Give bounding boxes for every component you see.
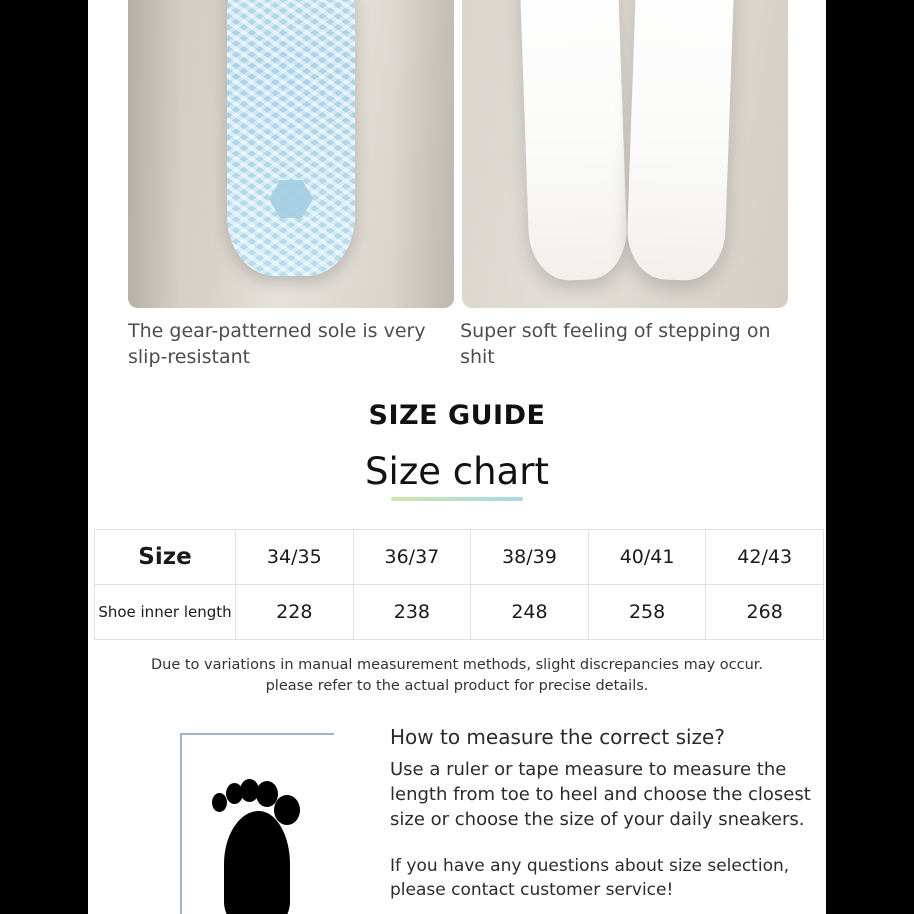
footprint-icon bbox=[208, 773, 304, 914]
measurement-disclaimer bbox=[88, 655, 826, 697]
product-detail-sheet bbox=[88, 0, 826, 914]
how-to-measure-text bbox=[390, 725, 820, 902]
how-to-measure-section bbox=[88, 725, 826, 914]
table-cell-size-3: 38/39 bbox=[471, 530, 589, 585]
table-cell-size-1: 34/35 bbox=[236, 530, 354, 585]
footprint-toe-4 bbox=[226, 783, 243, 804]
table-header-size: Size bbox=[95, 530, 236, 585]
customer-service-note: If you have any questions about size selection, please contact customer service! bbox=[390, 856, 790, 900]
footprint-toe-1 bbox=[274, 795, 300, 825]
size-chart-heading bbox=[365, 450, 549, 501]
insole-right-shape bbox=[626, 0, 737, 282]
table-cell-length-1: 228 bbox=[236, 585, 354, 640]
insole-left-shape bbox=[518, 0, 629, 282]
table-row-size bbox=[95, 530, 824, 585]
size-chart-heading-wrap bbox=[88, 450, 826, 501]
table-cell-size-4: 40/41 bbox=[588, 530, 706, 585]
size-table bbox=[94, 529, 824, 640]
photo-row bbox=[128, 0, 788, 308]
photo-white-insoles bbox=[462, 0, 788, 308]
caption-insole: Super soft feeling of stepping on shit bbox=[460, 320, 771, 368]
table-header-inner-length: Shoe inner length bbox=[95, 585, 236, 640]
table-cell-length-3: 248 bbox=[471, 585, 589, 640]
photo-shadow-right bbox=[390, 0, 454, 308]
table-cell-size-5: 42/43 bbox=[706, 530, 824, 585]
disclaimer-line-2: please refer to the actual product for precise details. bbox=[265, 678, 649, 694]
disclaimer-line-1: Due to variations in manual measurement methods, slight discrepancies may occur. bbox=[150, 657, 764, 673]
size-guide-heading: SIZE GUIDE bbox=[368, 400, 546, 431]
table-cell-length-4: 258 bbox=[588, 585, 706, 640]
blue-sole-shape bbox=[227, 0, 355, 276]
size-chart-underline bbox=[391, 497, 523, 501]
footprint-toe-5 bbox=[212, 793, 227, 812]
table-cell-size-2: 36/37 bbox=[353, 530, 471, 585]
photo-blue-gear-patterned-sole bbox=[128, 0, 454, 308]
caption-row bbox=[128, 318, 808, 370]
table-cell-length-5: 268 bbox=[706, 585, 824, 640]
table-cell-length-2: 238 bbox=[353, 585, 471, 640]
how-to-measure-title: How to measure the correct size? bbox=[390, 725, 725, 749]
table-row-inner-length bbox=[95, 585, 824, 640]
footprint-sole-shape bbox=[224, 811, 290, 914]
how-to-measure-body: Use a ruler or tape measure to measure the length from toe to heel and choose the closest size or choose the size of your daily sneakers. bbox=[390, 759, 811, 830]
size-chart-heading-text: Size chart bbox=[365, 450, 549, 493]
photo-shadow-left bbox=[128, 0, 182, 308]
footprint-toe-2 bbox=[256, 781, 278, 807]
ruler-corner-guide bbox=[180, 733, 334, 914]
caption-sole: The gear-patterned sole is very slip-resistant bbox=[128, 320, 426, 368]
